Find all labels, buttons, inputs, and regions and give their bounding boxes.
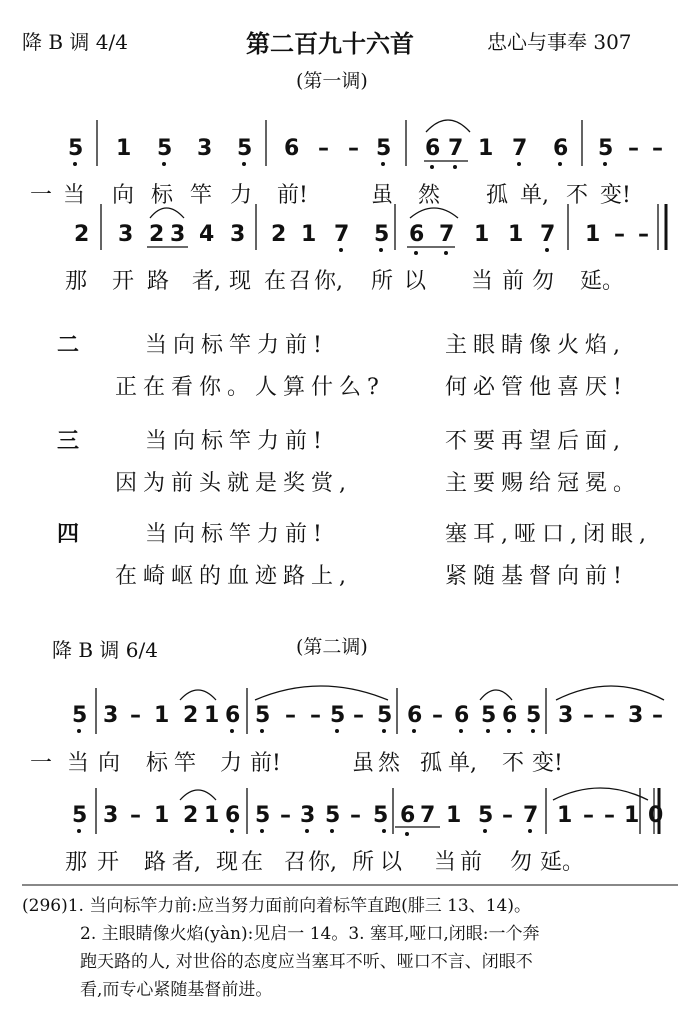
lyric: 向 [98, 751, 121, 776]
verse-line: 主要赐给冠冕。 [445, 471, 642, 496]
note: 7 [448, 136, 464, 161]
verse-line: 因为前头就是奖赏, [115, 471, 352, 496]
note: 5 [481, 703, 497, 728]
lyric: 前! [250, 751, 281, 776]
note: 1 [204, 703, 220, 728]
note: 1 [301, 222, 317, 247]
note: 6 [400, 803, 416, 828]
note: 3 [103, 803, 119, 828]
note: 2 [149, 222, 165, 247]
lyric: 那 [65, 269, 88, 294]
note: 7 [439, 222, 455, 247]
lyric: 延。 [580, 269, 625, 294]
lyric: 标 [146, 751, 169, 776]
note: 3 [103, 703, 119, 728]
note: – [583, 703, 594, 728]
verse-line: 当向标竿力前! [145, 333, 328, 358]
note: 5 [373, 803, 389, 828]
lyric: 单, [520, 183, 549, 208]
lyric: 以 [380, 850, 403, 875]
lyric: 现 [229, 269, 252, 294]
lyric: 变! [532, 751, 563, 776]
note: – [280, 803, 291, 828]
lyric: 当 [63, 183, 86, 208]
note: 5 [377, 703, 393, 728]
lyric: 一 [30, 183, 53, 208]
note: 5 [72, 703, 88, 728]
note: – [350, 803, 361, 828]
verse-line: 紧随基督向前! [445, 564, 628, 589]
note: – [604, 803, 615, 828]
note: – [353, 703, 364, 728]
lyric: 竿 [174, 751, 197, 776]
verse-line: 主眼睛像火焰, [445, 333, 626, 358]
verse-number: 四 [57, 522, 80, 547]
note: 7 [523, 803, 539, 828]
note: 5 [68, 136, 84, 161]
note: 5 [255, 703, 271, 728]
note: 2 [183, 703, 199, 728]
note: 5 [330, 703, 346, 728]
verse-line: 在崎岖的血迹路上, [115, 564, 352, 589]
note: 6 [553, 136, 569, 161]
note: – [432, 703, 443, 728]
note: 5 [237, 136, 253, 161]
note: 6 [225, 803, 241, 828]
lyric: 召 [289, 269, 312, 294]
lyric: 勿 [510, 850, 533, 875]
note: 3 [230, 222, 246, 247]
verse-line: 当向标竿力前! [145, 429, 328, 454]
lyric: 单, [448, 751, 477, 776]
note: 1 [446, 803, 462, 828]
note: 5 [376, 136, 392, 161]
note: – [614, 222, 625, 247]
lyric: 当 [471, 269, 494, 294]
verse-line: 不要再望后面, [445, 429, 626, 454]
note: 5 [72, 803, 88, 828]
note: 3 [628, 703, 644, 728]
lyric: 开 [112, 269, 135, 294]
note: 5 [374, 222, 390, 247]
lyric: 以 [404, 269, 427, 294]
verse-line: 何必管他喜厌! [445, 375, 628, 400]
note: 5 [598, 136, 614, 161]
note: 6 [425, 136, 441, 161]
note: 7 [420, 803, 436, 828]
lyric: 开 [97, 850, 120, 875]
tune-label: (第二调) [296, 636, 368, 658]
note: 1 [154, 803, 170, 828]
lyric: 然 [378, 751, 401, 776]
footnote-line: 2. 主眼睛像火焰(yàn):见启一 14。3. 塞耳,哑口,闭眼:一个奔 [80, 924, 540, 944]
lyric: 现 [216, 850, 239, 875]
note: 7 [540, 222, 556, 247]
lyric: 在 [241, 850, 264, 875]
lyric: 当 [434, 850, 457, 875]
hymn-title: 第二百九十六首 [246, 30, 414, 58]
note: 2 [183, 803, 199, 828]
tune-label: (第一调) [296, 70, 368, 92]
note: 3 [118, 222, 134, 247]
lyric: 你, [308, 850, 337, 875]
note: 3 [558, 703, 574, 728]
lyric: 不 [502, 751, 525, 776]
verse-line: 塞耳,哑口,闭眼, [445, 522, 652, 547]
verse-number: 二 [57, 333, 80, 358]
note: – [652, 136, 663, 161]
verse-line: 当向标竿力前! [145, 522, 328, 547]
note: 1 [585, 222, 601, 247]
note: 2 [74, 222, 90, 247]
lyric: 一 [30, 751, 53, 776]
footnote-line: (296)1. 当向标竿力前:应当努力面前向着标竿直跑(腓三 13、14)。 [22, 896, 531, 916]
note: 7 [334, 222, 350, 247]
lyric: 前! [277, 183, 308, 208]
note: – [285, 703, 296, 728]
lyric: 所 [352, 850, 375, 875]
note: 1 [204, 803, 220, 828]
note: 7 [512, 136, 528, 161]
note: 6 [225, 703, 241, 728]
note: 1 [474, 222, 490, 247]
note: – [130, 703, 141, 728]
footnote-line: 跑天路的人, 对世俗的态度应当塞耳不听、哑口不言、闭眼不 [80, 952, 533, 972]
note: – [502, 803, 513, 828]
note: 3 [197, 136, 213, 161]
note: 1 [478, 136, 494, 161]
note: 3 [300, 803, 316, 828]
note: 5 [526, 703, 542, 728]
note: – [604, 703, 615, 728]
note: 1 [116, 136, 132, 161]
lyric: 变! [600, 183, 631, 208]
note: 1 [154, 703, 170, 728]
lyric: 力 [220, 751, 243, 776]
note: 4 [199, 222, 215, 247]
lyric: 竿 [190, 183, 213, 208]
lyric: 前 [502, 269, 525, 294]
note: – [583, 803, 594, 828]
note: 0 [648, 803, 664, 828]
note: 6 [407, 703, 423, 728]
note: 3 [170, 222, 186, 247]
note: – [310, 703, 321, 728]
note: 1 [557, 803, 573, 828]
lyric: 者, [172, 850, 201, 875]
lyric: 当 [67, 751, 90, 776]
lyric: 在 [264, 269, 287, 294]
note: 5 [325, 803, 341, 828]
note: – [348, 136, 359, 161]
hymnal-reference: 忠心与事奉 307 [487, 30, 632, 54]
lyric: 向 [112, 183, 135, 208]
lyric: 虽 [352, 751, 375, 776]
note: 1 [624, 803, 640, 828]
verse-number: 三 [57, 429, 80, 454]
lyric: 路 [147, 269, 170, 294]
lyric: 所 [371, 269, 394, 294]
lyric: 那 [65, 850, 88, 875]
note: 5 [478, 803, 494, 828]
lyric: 勿 [532, 269, 555, 294]
note: – [318, 136, 329, 161]
lyric: 召 [284, 850, 307, 875]
note: 5 [157, 136, 173, 161]
lyric: 不 [566, 183, 589, 208]
lyric: 然 [418, 183, 441, 208]
lyric: 孤 [420, 751, 443, 776]
lyric: 者, [192, 269, 221, 294]
lyric: 标 [151, 183, 174, 208]
note: 6 [409, 222, 425, 247]
note: 5 [255, 803, 271, 828]
verse-line: 正在看你。人算什么? [115, 375, 385, 400]
note: – [638, 222, 649, 247]
lyric: 延。 [540, 850, 585, 875]
note: 6 [502, 703, 518, 728]
note: 2 [271, 222, 287, 247]
key-signature: 降 B 调 4/4 [22, 30, 128, 54]
lyric: 路 [144, 850, 167, 875]
note: 1 [508, 222, 524, 247]
lyric: 你, [314, 269, 343, 294]
lyric: 虽 [371, 183, 394, 208]
lyric: 前 [460, 850, 483, 875]
note: – [652, 703, 663, 728]
lyric: 力 [230, 183, 253, 208]
note: – [628, 136, 639, 161]
key-signature: 降 B 调 6/4 [52, 638, 158, 662]
note: – [130, 803, 141, 828]
lyric: 孤 [486, 183, 509, 208]
note: 6 [454, 703, 470, 728]
footnote-line: 看,而专心紧随基督前进。 [80, 980, 273, 1000]
note: 6 [284, 136, 300, 161]
